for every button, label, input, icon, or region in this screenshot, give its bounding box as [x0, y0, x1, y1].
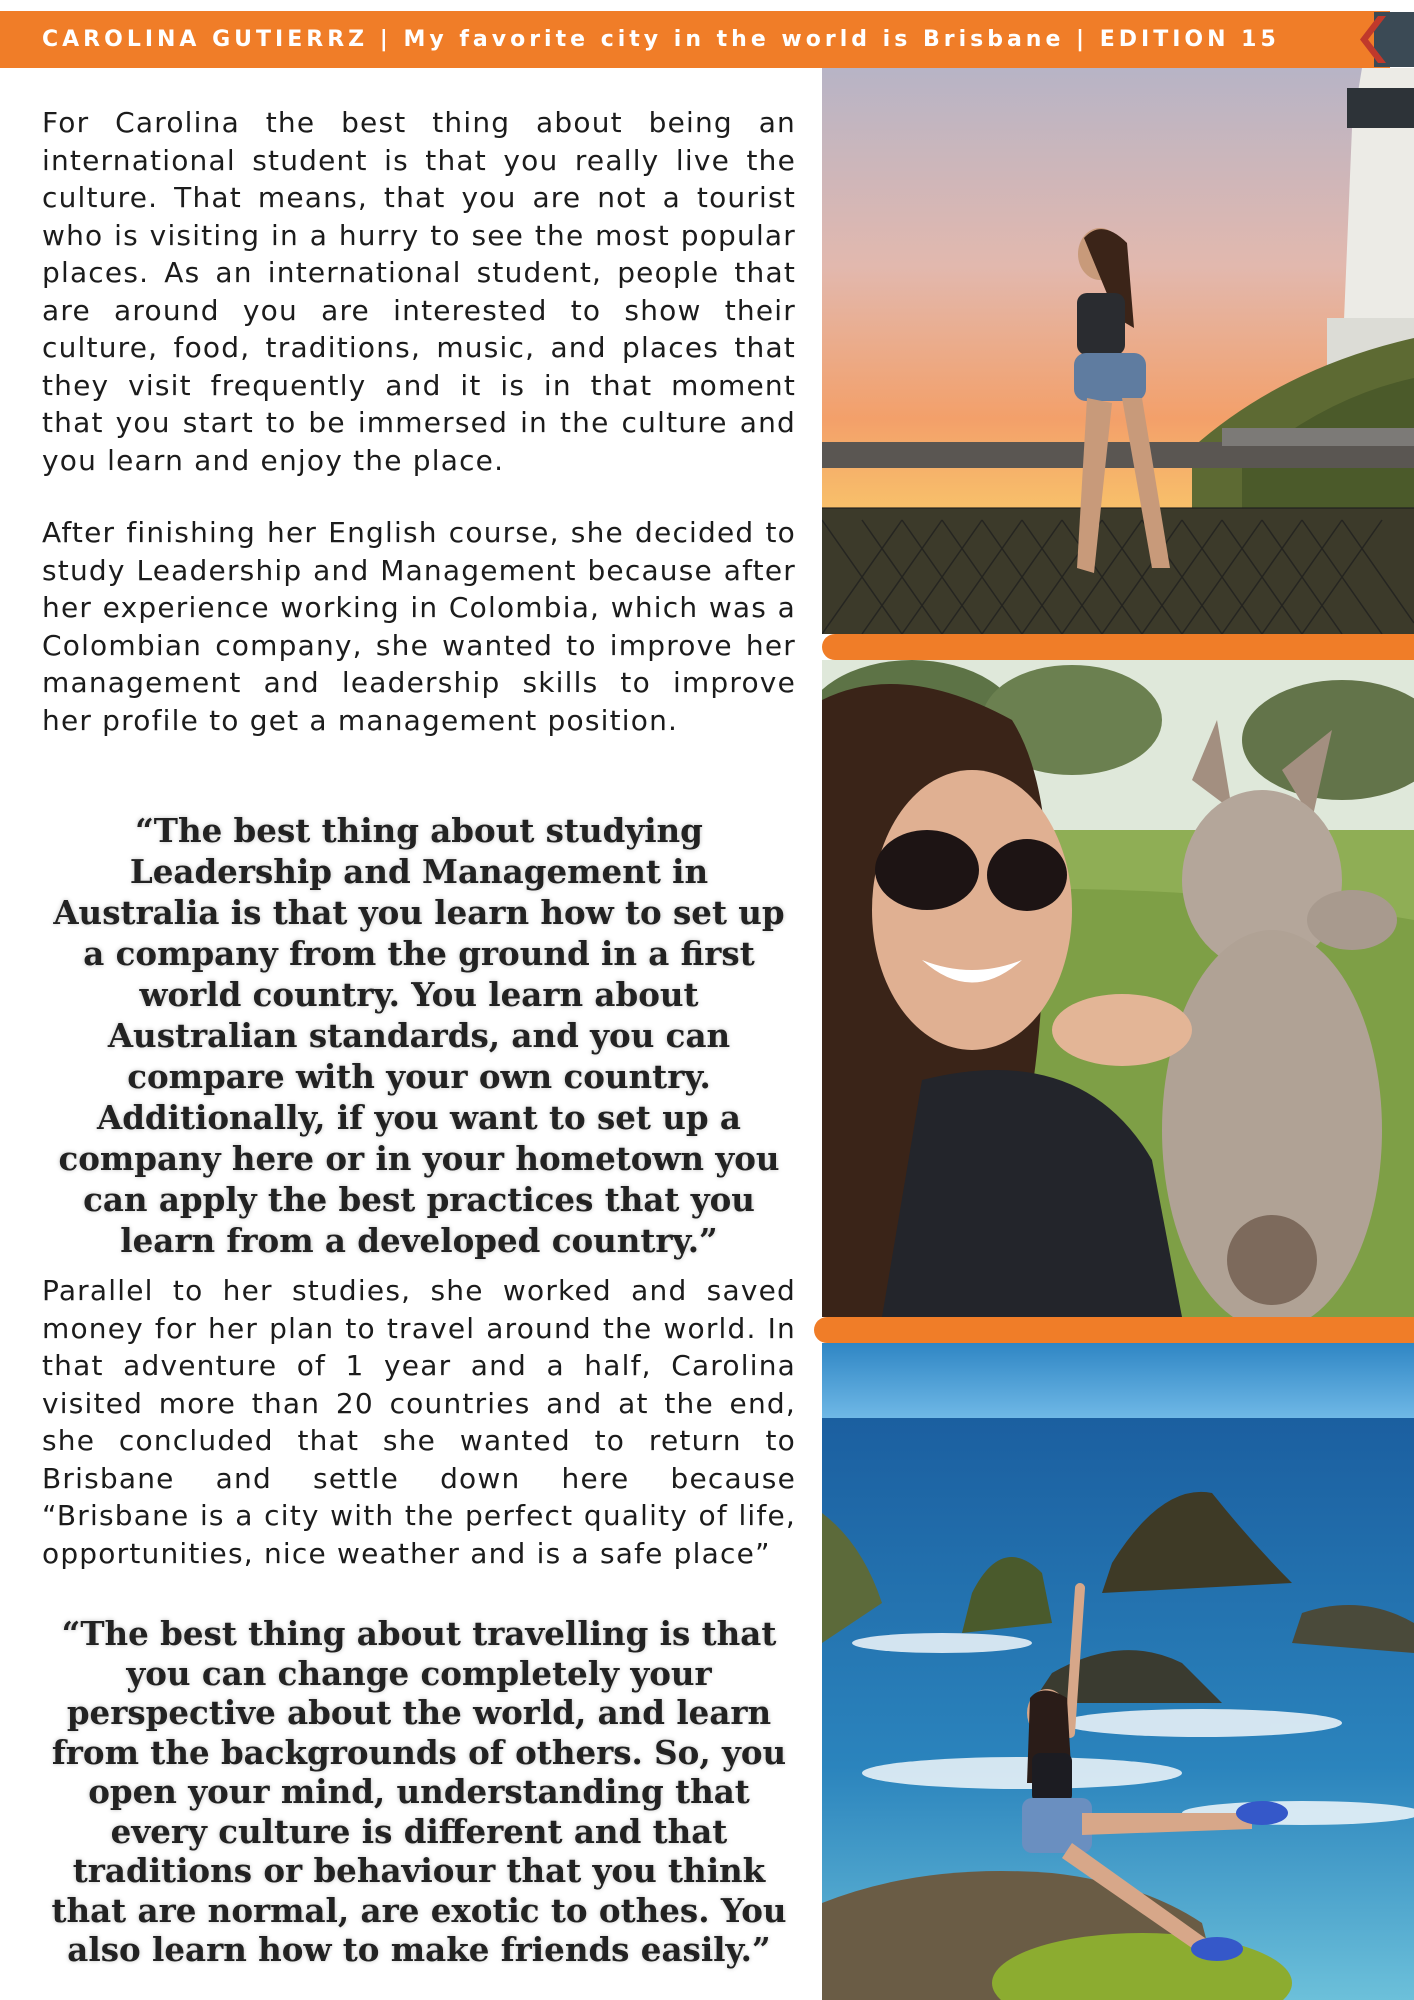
paragraph-travel: Parallel to her studies, she worked and saved money for her plan to travel around the world. In that adventure of 1 year and a half, Carolina visited more than 20 countries and at the end, she concluded that she wanted to return to Brisbane and settle down here because “Brisbane is a city with the perfect quality of life, opportunities, nice weather and is a safe place” — [42, 1274, 796, 1570]
article-column-top — [42, 104, 796, 479]
chevron-left-icon — [1352, 12, 1414, 67]
paragraph-student-culture: For Carolina the best thing about being an international student is that you really live the culture. That means, that you are not a tourist who is visiting in a hurry to see the most popular places. As an international student, people that are around you are interested to show their culture, food, traditions, music, and places that they visit frequently and it is in that moment that you start to be immersed in the culture and you learn and enjoy the place. — [42, 106, 796, 477]
photo-divider-1 — [822, 634, 1414, 660]
header-title: CAROLINA GUTIERRZ | My favorite city in the world is Brisbane | EDITION 15 — [42, 27, 1280, 52]
quote-travel: “The best thing about travelling is that you can change completely your perspective about the world, and learn from the backgrounds of others. So, you open your mind, understanding that every culture is different and that traditions or behaviour that you think that are normal, are exotic to othes. You also learn how to make friends easily.” — [51, 1614, 787, 1969]
quote-travel-block — [42, 1614, 796, 1970]
article-column-mid — [42, 514, 796, 739]
ocean-rocks-photo — [822, 1343, 1414, 2000]
lighthouse-sunset-photo — [822, 68, 1414, 634]
quote-leadership: “The best thing about studying Leadership and Management in Australia is that you learn how to set up a company from the ground in a first world country. You learn about Australian standards, and you can compare with your own country. Additionally, if you want to set up a company here or in your hometown you can apply the best practices that you learn from a developed country.” — [53, 811, 785, 1260]
quote-leadership-block — [42, 810, 796, 1261]
kangaroo-selfie-photo — [822, 660, 1414, 1317]
photo-divider-2 — [814, 1317, 1414, 1343]
article-column-lower — [42, 1272, 796, 1572]
paragraph-english-course: After finishing her English course, she decided to study Leadership and Management because after her experience working in Colombia, which was a Colombian company, she wanted to improve her management and leadership skills to improve her profile to get a management position. — [42, 516, 796, 737]
